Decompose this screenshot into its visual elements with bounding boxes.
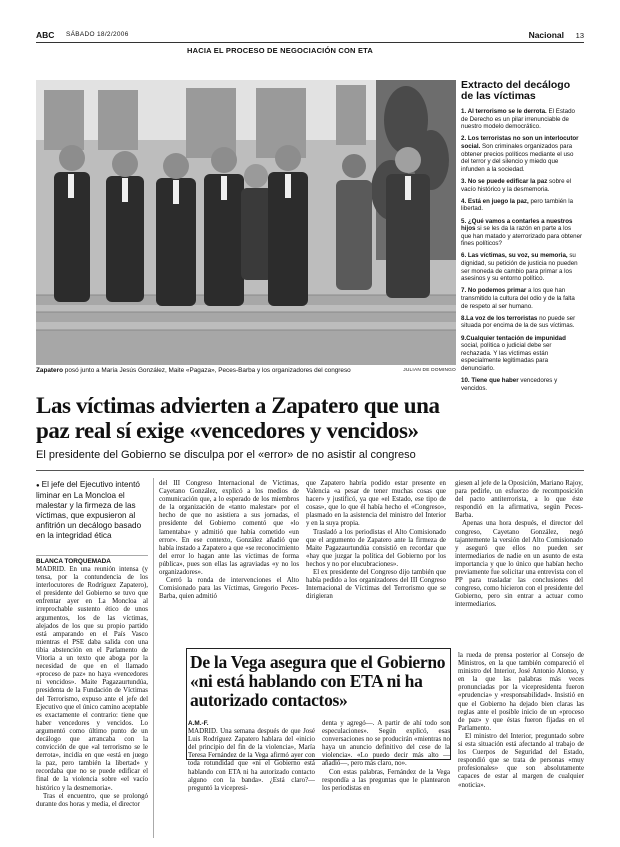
- decalogue-item: 1. Al terrorismo se le derrota. El Estado de Derecho es un pilar irrenunciable de nuestro modelo democrático.: [461, 108, 575, 131]
- caption-text: posó junto a María Jesús González, Maite «Pagaza», Peces-Barba y los organizadores del congreso: [63, 367, 351, 374]
- photo-caption: [36, 367, 456, 374]
- paragraph: giesen al jefe de la Oposición, Mariano Rajoy, para pedirle, un esfuerzo de recomposición del pacto antiterrorista, a lo que éste respondió en la afirmativa, según Peces-Barba.: [455, 480, 583, 520]
- paragraph: Con estas palabras, Fernández de la Vega respondía a las preguntas que le plantearon los periodistas en: [322, 768, 450, 792]
- article-byline: BLANCA TORQUEMADA: [36, 555, 148, 565]
- main-photo: [36, 80, 456, 365]
- lead-bullet: ● El jefe del Ejecutivo intentó liminar en La Moncloa el malestar y la firmeza de las víctimas, que expusieron al anfitrión un decálogo basado en la integridad ética: [36, 480, 148, 541]
- decalogue-item: 8.La voz de los terroristas no puede ser situada por encima de la de sus víctimas.: [461, 314, 576, 330]
- secondary-column-1: [188, 720, 315, 838]
- decalogue-item: 9.Cualquier tentación de impunidad social, política o judicial debe ser rechazada. Y las víctimas están especialmente legitimadas para denunciarlo.: [461, 334, 566, 372]
- column-divider: [153, 478, 154, 838]
- secondary-column-3: [458, 652, 584, 838]
- sidebar-title: Extracto del decálogo de las víctimas: [461, 79, 571, 102]
- section-kicker: HACIA EL PROCESO DE NEGOCIACIÓN CON ETA: [186, 46, 373, 55]
- secondary-headline: De la Vega asegura que el Gobierno «ni está hablando con ETA ni ha autorizado contactos»: [190, 652, 446, 710]
- paragraph: MADRID. Una semana después de que José Luis Rodríguez Zapatero hablara del «inicio del principio del fin de la violencia», María Teresa Fernández de la Vega afirmó ayer con toda rotundidad que «ni el Gobierno está hablando con ETA ni ha autorizado contacto alguno con la banda». ¿Está claro?—preguntó la vicepresi-: [188, 728, 315, 792]
- secondary-column-2: [322, 720, 450, 838]
- paragraph: Apenas una hora después, el director del congreso, Cayetano González, negó tajantemente la versión del Alto Comisionado y aseguró que ellos no pueden ser intermediarios de nadie en un asunto de esta importancia y que lo único que habían hecho previamente fue solicitar una entrevista con el PP para trasladar las conclusiones del congreso, como hicieron con el presidente del Gobierno, pero sin entrar a actuar como intermediarios.: [455, 520, 583, 609]
- decalogue-item: 2. Los terroristas no son un interlocutor social. Son criminales organizados para obtener precios políticos mediante el uso del terror y del silencio y miedo que infunden a la sociedad.: [461, 135, 579, 173]
- paragraph: denta y agregó—. A partir de ahí todo son especulaciones». Según explicó, esas conversaciones no se producirán «mientras no haya un anuncio definitivo del cese de la violencia». «Lo puedo decir más alto —añadió—, pero más claro, no».: [322, 720, 450, 768]
- photo-credit: JULIAN DE DOMINGO: [403, 368, 456, 373]
- decalogue-sidebar: [461, 80, 583, 468]
- caption-lead: Zapatero: [36, 367, 63, 374]
- body-column-1: [36, 566, 148, 836]
- secondary-byline: A.M.-F.: [188, 720, 209, 727]
- article-subhead: El presidente del Gobierno se disculpa por el «error» de no asistir al congreso: [36, 449, 416, 461]
- section-name: Nacional: [528, 30, 564, 40]
- decalogue-item: 5. ¿Qué vamos a contarles a nuestros hijos si se les da la razón en parte a los que han matado y aterrorizado para obtener fines políticos?: [461, 217, 583, 248]
- paragraph: El ex presidente del Congreso dijo también que había pedido a los organizadores del III Congreso Internacional de Víctimas del Terrorismo que se dirigieran: [306, 569, 446, 601]
- article-headline: Las víctimas advierten a Zapatero que una paz real sí exige «vencedores y vencidos»: [36, 393, 440, 443]
- paragraph: Cerró la ronda de intervenciones el Alto Comisionado para las Víctimas, Gregorio Peces-Barba, quien admitió: [159, 577, 299, 601]
- paragraph: la rueda de prensa posterior al Consejo de Ministros, en la que también compareció el ministro del Interior, José Antonio Alonso, y en la que las palabras más veces pronunciadas por la vicepresidenta fueron «prudencia» y «responsabilidad». Insistió en que el Gobierno ha dejado bien claras las reglas ante el posible inicio de un «proceso de paz» y que éstas fueron fijadas en el Parlamento.: [458, 652, 584, 732]
- page-number: 13: [575, 31, 584, 40]
- paragraph: Trasladó a los periodistas el Alto Comisionado que el argumento de Zapatero ante la firmeza de Maite Pagazaurtundúa consistió en recordar que «hay que juzgar la política del Gobierno por los hechos y no por elucubraciones».: [306, 528, 446, 568]
- header-rule: [36, 42, 584, 43]
- decalogue-item: 10. Tiene que haber vencedores y vencidos.: [461, 377, 558, 392]
- paragraph: del III Congreso Internacional de Víctimas, Cayetano González, explicó a los medios de comunicación que, a lo esperado de los miembros de la organización de «tanto malestar» por el hecho de que no asistiera a sus jornadas, el presidente del Gobierno comentó que «lo lamentaba» y admitió que había cometido «un error». En ese contexto, González añadió que había instado a Zapatero a que «se reconocimiento del error lo hagan ante las víctimas de forma pública», pues son ellas las agraviadas «y no los organizadores».: [159, 480, 299, 577]
- decalogue-item: 3. No se puede edificar la paz sobre el vacío histórico y la desmemoria.: [461, 177, 572, 193]
- body-column-2: [159, 480, 299, 638]
- body-column-4: [455, 480, 583, 638]
- paragraph: que Zapatero habría podido estar presente en Valencia «a pesar de tener muchas cosas que hacer» y justificó, ya que «el Estado, ese tipo de cosas», que lo que él había hecho el «Congreso», plasmado en la asistencia del ministro del Interior y en la suya propia.: [306, 480, 446, 528]
- issue-date: SÁBADO 18/2/2006: [66, 31, 129, 38]
- photo-illustration: [36, 80, 456, 365]
- paragraph: MADRID. En una reunión intensa (y tensa, por la contundencia de los interlocutores de Rodríguez Zapatero), el presidente del Gobierno se tuvo que enfrentar ayer en La Moncloa al irreprochable sustento ético de unos argumentos, los de las víctimas, alejados de los que su propio partido está amparando en el País Vasco mientras el PSE daba salida con una tibia abstención en el Parlamento de Vitoria a un texto que aboga por la necesidad de que en el llamado «proceso de paz» no haya «vencedores ni vencidos». Maite Pagazaurtundúa, presidenta de la Fundación de Víctimas del Terrorismo, expuso ante el jefe del Ejecutivo que el único camino aceptable es exactamente el contrario: tiene que haber vencedores y vencidos. Lo argumentó como último punto de un decálogo que arrancaba con la convicción de que «al terrorismo se le derrota», incidía en que «está en juego la paz, pero también la libertad» y recordaba que no se puede edificar el final de la violencia sobre «el vacío histórico y la desmemoria».: [36, 566, 148, 792]
- section-rule: [36, 470, 584, 471]
- decalogue-item: 7. No podemos primar a los que han transmitido la cultura del odio y de la falta de respeto al ser humano.: [461, 287, 575, 310]
- publication-name: ABC: [36, 30, 55, 40]
- paragraph: Tras el encuentro, que se prolongó durante dos horas y media, el director: [36, 792, 148, 808]
- paragraph: El ministro del Interior, preguntado sobre si esta situación está afectando al trabajo de los Cuerpos de Seguridad del Estado, respondió que se trata de personas «muy profesionales» que son absolutamente capaces de estar al margen de cualquier «noticia».: [458, 732, 584, 789]
- body-column-3: [306, 480, 446, 638]
- decalogue-item: 4. Está en juego la paz, pero también la libertad.: [461, 197, 574, 213]
- decalogue-item: 6. Las víctimas, su voz, su memoria, su dignidad, su petición de justicia no pueden ser moneda de cambio para primar a los asesinos y su entorno político.: [461, 252, 578, 283]
